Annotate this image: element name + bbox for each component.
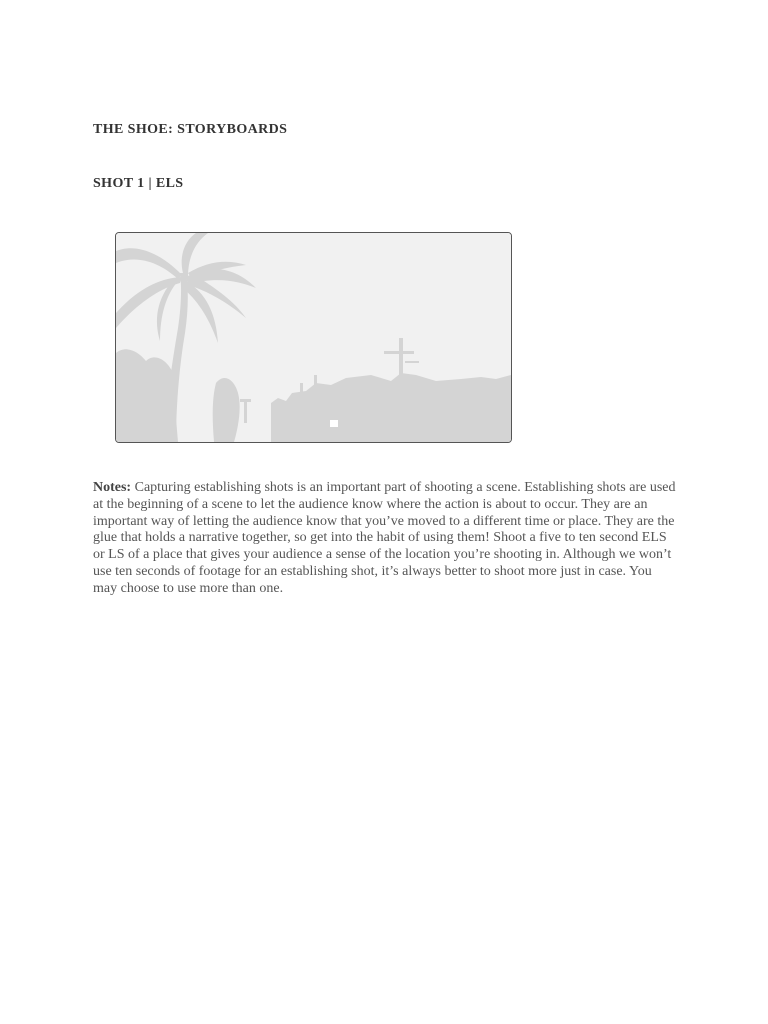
notes-text: Capturing establishing shots is an important part of shooting a scene. Establishing shots are used at the beginning of a scene to let the audience know where the action is about to occur. They are an important way of letting the audience know that you’ve moved to a different time or place. They are the glue that holds a narrative together, so get into the habit of using them! Shoot a five to ten second ELS or LS of a place that gives your audience a sense of the location you’re shooting in. Although we won’t use ten seconds of footage for an establishing shot, it’s always better to shoot more just in case. You may choose to use more than one.	[93, 480, 676, 596]
establishing-shot-illustration	[116, 233, 511, 442]
boat-mast-crossbar	[384, 351, 414, 354]
notes-label: Notes:	[93, 480, 132, 495]
foliage	[213, 378, 240, 442]
shot-heading: SHOT 1 | ELS	[93, 176, 184, 191]
document-title: THE SHOE: STORYBOARDS	[93, 122, 288, 137]
shot-notes	[93, 480, 678, 598]
storyboard-frame	[115, 232, 512, 443]
